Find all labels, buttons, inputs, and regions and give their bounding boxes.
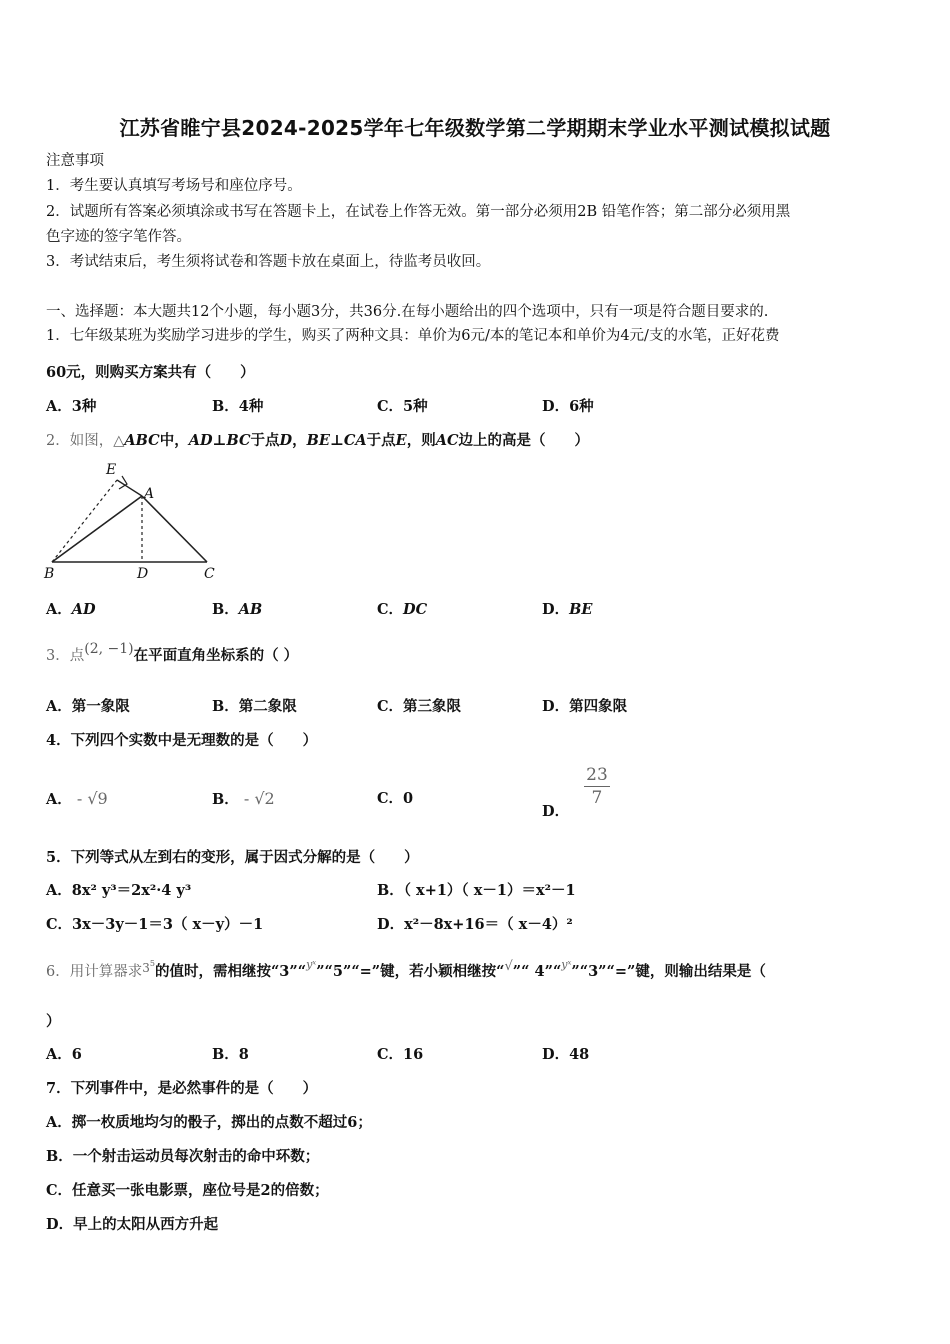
q4-option-b: B． - √2 bbox=[212, 789, 275, 808]
q1-option-d: D．6种 bbox=[542, 398, 594, 415]
q7-option-b: B．一个射击运动员每次射击的命中环数； bbox=[46, 1148, 320, 1165]
notice-heading: 注意事项 bbox=[46, 153, 104, 169]
q5-option-d: D．x²－8x+16＝（ x－4）² bbox=[377, 916, 573, 933]
q2-triangle-figure bbox=[40, 458, 230, 586]
q4-option-c: C．0 bbox=[377, 790, 414, 807]
q3-point: (2, −1) bbox=[84, 641, 134, 657]
q5-option-b: B．（ x+1）（ x－1）＝x²－1 bbox=[377, 882, 576, 899]
q2-option-a: A．AD bbox=[46, 601, 96, 618]
notice-item-3: 3．考试结束后，考生须将试卷和答题卡放在桌面上，待监考员收回。 bbox=[46, 254, 491, 270]
q6-option-b: B．8 bbox=[212, 1046, 249, 1063]
calc-key-power-2: yˣ bbox=[561, 958, 572, 971]
calc-key-sqrt: √ bbox=[504, 959, 513, 974]
calc-key-power: yˣ bbox=[306, 958, 317, 971]
q6-option-c: C．16 bbox=[377, 1046, 424, 1063]
label-b: B bbox=[44, 566, 55, 582]
q4-option-a: A． - √9 bbox=[46, 789, 108, 808]
fraction-23-7: $\frac{23}{7}$ bbox=[586, 765, 608, 808]
segment-ac bbox=[142, 496, 207, 562]
label-a: A bbox=[144, 486, 155, 502]
q3-stem: 3．点(2, −1)在平面直角坐标系的（ ） bbox=[46, 641, 299, 664]
q4-option-d: D． $\frac{23}{7}$ bbox=[542, 765, 608, 820]
q1-stem-line1: 1．七年级某班为奖励学习进步的学生，购买了两种文具：单价为6元/本的笔记本和单价为4元/支的水笔，正好花费 bbox=[46, 328, 780, 344]
label-d: D bbox=[137, 566, 149, 582]
page-title: 江苏省睢宁县2024-2025学年七年级数学第二学期期末学业水平测试模拟试题 bbox=[119, 116, 831, 140]
q7-option-d: D．早上的太阳从西方升起 bbox=[46, 1216, 219, 1233]
q1-option-c: C．5种 bbox=[377, 398, 428, 415]
q7-option-a: A．掷一枚质地均匀的骰子，掷出的点数不超过6； bbox=[46, 1114, 372, 1131]
q6-stem-line2: ） bbox=[46, 1013, 61, 1030]
q5-stem: 5．下列等式从左到右的变形，属于因式分解的是（ ） bbox=[46, 849, 419, 866]
q2-option-b: B．AB bbox=[212, 601, 263, 618]
label-e: E bbox=[106, 462, 117, 478]
q6-option-a: A．6 bbox=[46, 1046, 82, 1063]
q3-option-d: D．第四象限 bbox=[542, 698, 628, 715]
q7-option-c: C．任意买一张电影票，座位号是2的倍数； bbox=[46, 1182, 329, 1199]
q4-stem: 4．下列四个实数中是无理数的是（ ） bbox=[46, 732, 318, 749]
q3-option-b: B．第二象限 bbox=[212, 698, 297, 715]
q6-stem-line1: 6．用计算器求$^{35}$的值时，需相继按“3”“$^{yˣ}$”“5”“=”键，若小颖相继按“√”“ 4”“$^{yˣ}$”“3”“=”键，则输出结果是（ bbox=[46, 958, 766, 980]
q2-option-c: C．DC bbox=[377, 601, 428, 618]
notice-item-2b: 色字迹的签字笔作答。 bbox=[46, 229, 191, 245]
q6-option-d: D．48 bbox=[542, 1046, 590, 1063]
notice-item-1: 1．考生要认真填写考场号和座位序号。 bbox=[46, 178, 302, 194]
q5-option-c: C．3x－3y－1＝3（ x－y）－1 bbox=[46, 916, 264, 933]
q3-option-c: C．第三象限 bbox=[377, 698, 462, 715]
q2-stem: 2．如图，△ABC中，AD⊥BC于点D，BE⊥CA于点E，则AC边上的高是（ ） bbox=[46, 432, 590, 449]
q1-option-a: A．3种 bbox=[46, 398, 97, 415]
q1-stem-line2: 60元，则购买方案共有（ ） bbox=[46, 364, 255, 381]
section-heading: 一、选择题：本大题共12个小题，每小题3分，共36分.在每小题给出的四个选项中，只有一项是符合题目要求的. bbox=[46, 304, 769, 320]
q1-option-b: B．4种 bbox=[212, 398, 264, 415]
segment-ab bbox=[52, 496, 142, 562]
label-c: C bbox=[204, 566, 215, 582]
notice-item-2a: 2．试题所有答案必须填涂或书写在答题卡上，在试卷上作答无效。第一部分必须用2B 铅笔作答；第二部分必须用黑 bbox=[46, 204, 791, 220]
q7-stem: 7．下列事件中，是必然事件的是（ ） bbox=[46, 1080, 318, 1097]
q2-option-d: D．BE bbox=[542, 601, 593, 618]
q5-option-a: A．8x² y³＝2x²·4 y³ bbox=[46, 882, 192, 899]
q3-option-a: A．第一象限 bbox=[46, 698, 130, 715]
